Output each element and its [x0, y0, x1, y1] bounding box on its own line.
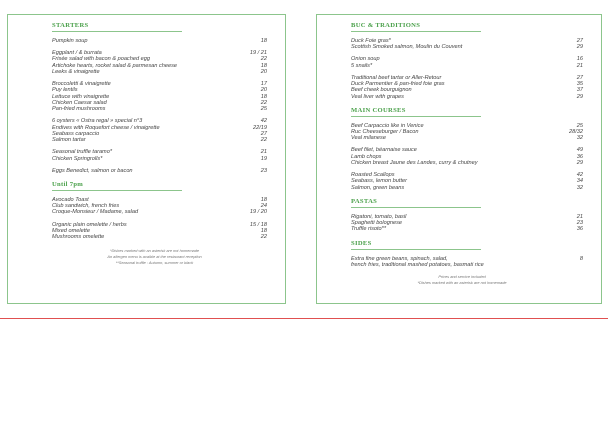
- menu-item-price: 42: [260, 118, 267, 125]
- until-7pm-list: [52, 197, 267, 241]
- menu-item-name: Duck Foie gras*: [351, 38, 391, 44]
- menu-item-name: Pan-fried mushrooms: [52, 106, 106, 113]
- section-list: [351, 38, 583, 100]
- menu-item-name: Beef filet, béarnaise sauce: [351, 147, 417, 154]
- menu-item-price: 49: [576, 147, 583, 154]
- menu-item-price: 18: [260, 93, 267, 100]
- menu-item-name: Ruc Cheeseburger / Bacon: [351, 129, 419, 136]
- menu-item-name: Duck Parmentier & pan-fried foie gras: [351, 81, 445, 88]
- menu-item-price: 34: [576, 178, 583, 185]
- starters-list: [52, 38, 267, 174]
- menu-item-price: 17: [260, 81, 267, 88]
- menu-group: [52, 118, 267, 143]
- menu-item: [351, 63, 583, 69]
- menu-item-price: 20: [260, 68, 267, 75]
- menu-item-name: Veal milanese: [351, 135, 386, 142]
- menu-item-price: 27: [576, 38, 583, 44]
- menu-item-name: Truffle risoto**: [351, 226, 387, 233]
- menu-item-name: Eggs Benedict, salmon or bacon: [52, 167, 133, 174]
- menu-item-name: Croque-Monsieur / Madame, salad: [52, 209, 139, 216]
- section-heading: MAIN COURSES: [351, 106, 481, 117]
- menu-item-price: 25: [260, 106, 267, 113]
- menu-item-price: 22: [260, 99, 267, 106]
- menu-group: [52, 168, 267, 174]
- menu-item-price: 27: [576, 74, 583, 81]
- menu-group: [52, 38, 267, 44]
- menu-item-name: Salmon tartar: [52, 137, 86, 144]
- menu-item: [351, 135, 583, 141]
- menu-item-price: 18: [260, 227, 267, 234]
- menu-item: [52, 168, 267, 174]
- menu-item-name: Traditional beef tartar or Aller-Retour: [351, 74, 442, 81]
- menu-item-name: Leeks & vinaigrette: [52, 68, 100, 75]
- menu-item-name: Seabass, lemon butter: [351, 178, 407, 185]
- menu-item-price: 37: [576, 87, 583, 94]
- footnote: *Dishes marked with an asterisk are not homemade: [109, 248, 200, 254]
- right-menu-page: [316, 14, 602, 304]
- menu-item-name: Beef Carpaccio like in Venice: [351, 122, 424, 129]
- until-7pm-heading: Until 7pm: [52, 180, 182, 191]
- menu-item: [351, 256, 583, 269]
- menu-group: [52, 50, 267, 75]
- menu-item-price: 36: [576, 226, 583, 233]
- menu-item-name: Beef cheek bourguignon: [351, 87, 412, 94]
- menu-item: [351, 94, 583, 100]
- menu-item: [351, 226, 583, 232]
- menu-item-price: 18: [260, 62, 267, 69]
- menu-group: [351, 38, 583, 51]
- menu-item-name: Mushrooms omelette: [52, 234, 105, 241]
- menu-group: [52, 149, 267, 162]
- right-sections: [351, 21, 583, 268]
- menu-item-name: Lettuce with vinaigrette: [52, 93, 110, 100]
- menu-item-price: 15 / 18: [249, 221, 267, 228]
- menu-group: [351, 56, 583, 69]
- footnote: *Dishes marked with an asterisk are not homemade: [417, 279, 507, 285]
- menu-item: [52, 234, 267, 240]
- menu-item-name: Frisée salad with bacon & poached egg: [52, 56, 150, 63]
- menu-item: [52, 69, 267, 75]
- menu-item-price: 22: [260, 234, 267, 241]
- left-footnotes: [52, 248, 267, 265]
- menu-item: [52, 38, 267, 44]
- menu-group: [52, 81, 267, 112]
- menu-item-name: Chicken Caesar salad: [52, 99, 107, 106]
- menu-item-name: Eggplant / & burrata: [52, 50, 102, 57]
- footnote: An allergen menu is avaible at the restaurant reception: [107, 254, 202, 259]
- menu-item-name: Avocado Toast: [52, 196, 89, 203]
- footnote: Prices and service included: [438, 273, 486, 279]
- menu-group: [351, 172, 583, 191]
- menu-item-name: 5 snails*: [351, 62, 373, 69]
- menu-item-price: 22: [260, 137, 267, 144]
- menu-item-price: 32: [576, 184, 583, 191]
- menu-item-price: 28/32: [569, 129, 583, 136]
- menu-item: [351, 185, 583, 191]
- menu-item-price: 19 / 21: [249, 50, 267, 57]
- menu-item: [351, 44, 583, 50]
- menu-item-price: 21: [576, 62, 583, 69]
- menu-group: [52, 197, 267, 216]
- menu-item-name: Artichoke hearts, rocket salad & parmesan cheese: [52, 62, 177, 69]
- menu-item-name: Endives with Roquefort cheese / vinaigrette: [52, 124, 160, 131]
- menu-item-price: 29: [576, 44, 583, 51]
- menu-item-price: 22/19: [253, 124, 267, 131]
- section-list: [351, 256, 583, 269]
- menu-item: [52, 156, 267, 162]
- menu-item-price: 27: [260, 130, 267, 137]
- starters-heading: STARTERS: [52, 21, 182, 32]
- menu-item-price: 36: [576, 153, 583, 160]
- menu-item-price: 18: [260, 196, 267, 203]
- menu-item-name: Seasonal truffle taramo*: [52, 149, 113, 156]
- menu-item-price: 25: [576, 122, 583, 129]
- menu-item-name: Pumpkin soup: [52, 38, 88, 44]
- menu-item-price: 23: [260, 167, 267, 174]
- menu-item-price: 8: [579, 255, 583, 262]
- menu-item-name: Onion soup: [351, 56, 380, 63]
- menu-item-name: Rigatoni, tomato, basil: [351, 213, 407, 220]
- menu-group: [351, 123, 583, 142]
- page-divider: [0, 318, 608, 319]
- menu-item: [52, 137, 267, 143]
- menu-item-price: 24: [260, 203, 267, 210]
- menu-item-price: 20: [260, 87, 267, 94]
- menu-group: [52, 222, 267, 241]
- menu-item-price: 32: [576, 135, 583, 142]
- menu-item-name: Scottish Smoked salmon, Moulin du Couvent: [351, 44, 463, 51]
- menu-item-price: 21: [576, 213, 583, 220]
- menu-item-price: 35: [576, 81, 583, 88]
- menu-group: [351, 256, 583, 269]
- menu-item-name: Broccoletti & vinaigrette: [52, 81, 111, 88]
- menu-item: [52, 209, 267, 215]
- section-list: [351, 123, 583, 191]
- menu-item-price: 19 / 20: [249, 209, 267, 216]
- section-heading: BUC & TRADITIONS: [351, 21, 481, 32]
- menu-item-name: Lamb chops: [351, 153, 382, 160]
- menu-item-name: 6 oysters « Ostra regal » special n°3: [52, 118, 143, 125]
- menu-item-name: Organic plain omelette / herbs: [52, 221, 127, 228]
- menu-item: [52, 106, 267, 112]
- menu-item-name: Spaghetti bolognese: [351, 220, 403, 227]
- menu-item-price: 23: [576, 220, 583, 227]
- menu-item-name: Mixed omelette: [52, 227, 90, 234]
- menu-item-price: 29: [576, 93, 583, 100]
- right-footnotes: [351, 274, 583, 285]
- menu-group: [351, 214, 583, 233]
- menu-item-price: 18: [260, 38, 267, 44]
- menu-group: [351, 147, 583, 166]
- menu-item-name: Veal liver with grapes: [351, 93, 404, 100]
- menu-item-name: Club sandwich, french fries: [52, 203, 120, 210]
- menu-item-name: Seabass carpaccio: [52, 130, 100, 137]
- menu-item: [351, 160, 583, 166]
- menu-item-price: 42: [576, 172, 583, 179]
- menu-item-price: 19: [260, 155, 267, 162]
- menu-group: [351, 75, 583, 100]
- footnote: **Seasonal truffle : Autumn, summer or black: [115, 259, 194, 265]
- menu-item-name: Salmon, green beans: [351, 184, 405, 191]
- section-list: [351, 214, 583, 233]
- menu-item-price: 29: [576, 160, 583, 167]
- section-heading: SIDES: [351, 239, 481, 250]
- menu-item-price: 21: [260, 149, 267, 156]
- left-menu-page: [7, 14, 286, 304]
- menu-item-name: Chicken Springrolls*: [52, 155, 103, 162]
- menu-item-name: Roasted Scallops: [351, 172, 395, 179]
- menu-item-name: Extra fine green beans, spinach, salad, french fries, traditional mashed potatoes, basmati rice: [351, 255, 484, 268]
- menu-item-price: 16: [576, 56, 583, 63]
- menu-item-name: Chicken breast Jaune des Landes, curry & chutney: [351, 160, 478, 167]
- section-heading: PASTAS: [351, 197, 481, 208]
- menu-item-price: 22: [260, 56, 267, 63]
- menu-item-name: Puy lentils: [52, 87, 78, 94]
